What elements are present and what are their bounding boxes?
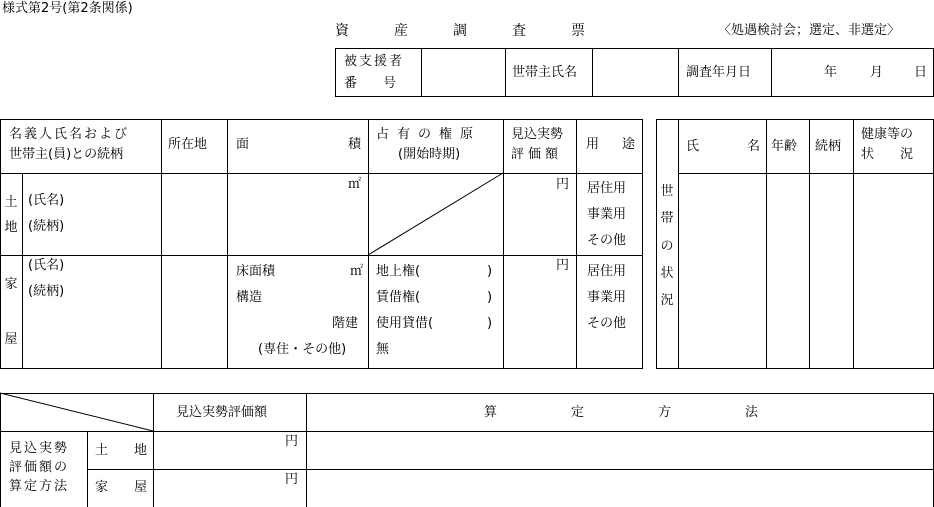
household-head-label: 世帯主氏名 xyxy=(512,65,578,80)
form-number: 様式第2号(第2条関係) xyxy=(2,1,133,16)
recipient-number-label: 被支援者 xyxy=(344,54,405,69)
lease-right: 賃借権( xyxy=(376,290,421,305)
house-row-label: 家 屋 xyxy=(4,277,18,347)
ownership-type-label: (専住・その他) xyxy=(258,342,347,357)
land-use-other: その他 xyxy=(587,233,627,248)
land-owner-name: (氏名) xyxy=(28,193,65,208)
value-column-header: 評価額 xyxy=(511,147,563,162)
committee-note: 〈処遇検討会；選定、非選定〉 xyxy=(718,23,901,38)
house-owner-relation: (続柄) xyxy=(28,284,65,299)
valuation-land-label: 地 xyxy=(134,443,148,458)
land-owner-relation: (続柄) xyxy=(28,219,65,234)
title-char: 資 xyxy=(335,23,349,39)
house-use-business: 事業用 xyxy=(587,290,627,305)
title-char: 査 xyxy=(512,23,526,39)
area-column-header: 積 xyxy=(348,137,362,152)
floor-area-label: 床面積 xyxy=(236,264,276,279)
household-age-header: 年齢 xyxy=(771,139,798,154)
valuation-row-label: 見込実勢 xyxy=(9,441,70,456)
land-row-label: 土 地 xyxy=(4,195,18,235)
valuation-house-label: 家 xyxy=(95,480,109,495)
household-health-header: 健康等の xyxy=(861,127,914,142)
valuation-house-yen: 円 xyxy=(285,472,299,487)
page-title xyxy=(335,24,585,38)
land-rights-diagonal xyxy=(368,173,503,255)
land-use-business: 事業用 xyxy=(587,207,627,222)
use-column-header: 途 xyxy=(622,137,636,152)
house-sqm-unit: ㎡ xyxy=(350,264,364,279)
household-health-header: 状 況 xyxy=(861,147,914,162)
use-column-header: 用 xyxy=(586,137,600,152)
valuation-row-label: 評価額の xyxy=(9,460,70,475)
day-label: 日 xyxy=(914,65,928,80)
paren-close: ) xyxy=(487,264,493,279)
household-name-header: 名 xyxy=(747,139,761,154)
title-char: 調 xyxy=(453,23,467,39)
value-column-header: 見込実勢 xyxy=(511,127,564,142)
household-side-label: 世 帯 の 状 況 xyxy=(660,184,674,308)
title-char: 産 xyxy=(394,23,408,39)
valuation-land-yen: 円 xyxy=(285,434,299,449)
house-use-residential: 居住用 xyxy=(587,264,627,279)
loan-right: 使用貸借( xyxy=(376,316,434,331)
title-char: 票 xyxy=(571,23,585,39)
paren-close: ) xyxy=(487,316,493,331)
house-yen-unit: 円 xyxy=(556,258,570,273)
household-relation-header: 続柄 xyxy=(815,139,842,154)
superficies-right: 地上権( xyxy=(376,264,421,279)
valuation-corner-diagonal xyxy=(0,393,153,431)
rights-column-header: (開始時期) xyxy=(398,147,461,162)
valuation-land-label: 土 xyxy=(95,443,109,458)
paren-close: ) xyxy=(487,290,493,305)
recipient-number-label: 番 号 xyxy=(344,76,397,91)
floors-label: 階建 xyxy=(332,316,359,331)
survey-date-label: 調査年月日 xyxy=(686,65,752,80)
year-label: 年 xyxy=(824,65,838,80)
rights-column-header: 占有の権原 xyxy=(376,127,482,142)
house-use-other: その他 xyxy=(587,316,627,331)
location-column-header: 所在地 xyxy=(168,137,208,152)
land-sqm-unit: ㎡ xyxy=(348,177,362,192)
structure-label: 構造 xyxy=(236,290,263,305)
owner-column-header: 世帯主(員)との続柄 xyxy=(9,147,124,162)
land-yen-unit: 円 xyxy=(556,177,570,192)
land-use-residential: 居住用 xyxy=(587,181,627,196)
house-owner-name: (氏名) xyxy=(28,258,65,273)
household-name-header: 氏 xyxy=(686,139,700,154)
month-label: 月 xyxy=(870,65,884,80)
valuation-method-header: 算 定 方 法 xyxy=(484,405,758,420)
no-right: 無 xyxy=(376,342,390,357)
owner-column-header: 名義人氏名および xyxy=(9,127,130,142)
valuation-row-label: 算定方法 xyxy=(9,479,70,494)
area-column-header: 面 xyxy=(236,137,250,152)
valuation-house-label: 屋 xyxy=(134,480,148,495)
header-box xyxy=(335,48,934,97)
valuation-value-header: 見込実勢評価額 xyxy=(176,405,268,420)
